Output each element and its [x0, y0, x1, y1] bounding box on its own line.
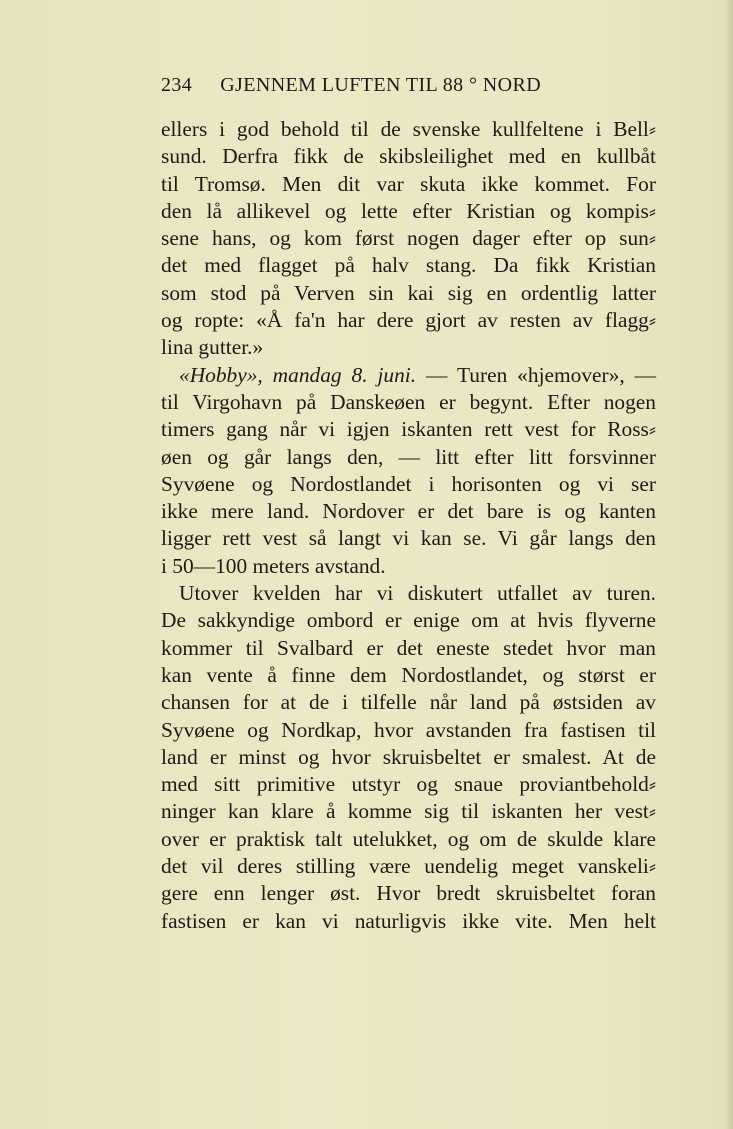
running-header	[161, 74, 656, 97]
text-line: og ropte: «Å fa'n har dere gjort av resten av flagg⸗	[161, 308, 656, 333]
text-line: som stod på Verven sin kai sig en ordentlig latter	[161, 280, 656, 305]
text-line: det vil deres stilling være uendelig meget vanskeli⸗	[161, 854, 656, 879]
page-number: 234	[161, 74, 193, 96]
page-edge-shadow	[725, 0, 733, 1129]
text-line: over er praktisk talt utelukket, og om de skulde klare	[161, 826, 656, 851]
text-line: til Tromsø. Men dit var skuta ikke kommet. For	[161, 171, 656, 196]
text-line: fastisen er kan vi naturligvis ikke vite. Men helt	[161, 908, 656, 933]
text-line: kan vente å finne dem Nordostlandet, og størst er	[161, 662, 656, 687]
text-line: sund. Derfra fikk de skibsleilighet med en kullbåt	[161, 144, 656, 169]
text-line: øen og går langs den, — litt efter litt forsvinner	[161, 444, 656, 469]
text-line: Syvøene og Nordostlandet i horisonten og vi ser	[161, 471, 656, 496]
text-line: ligger rett vest så langt vi kan se. Vi går langs den	[161, 526, 656, 551]
text-line: chansen for at de i tilfelle når land på østsiden av	[161, 690, 656, 715]
text-line: til Virgohavn på Danskeøen er begynt. Efter nogen	[161, 389, 656, 414]
text-line: Syvøene og Nordkap, hvor avstanden fra fastisen til	[161, 717, 656, 742]
text-line: lina gutter.»	[161, 335, 264, 360]
text-line-rest: — Turen «hjemover», —	[416, 362, 657, 387]
text-line: ninger kan klare å komme sig til iskanten her vest⸗	[161, 799, 656, 824]
body-text	[161, 116, 656, 935]
text-line: ellers i god behold til de svenske kullfeltene i Bell⸗	[161, 117, 656, 141]
text-line: Utover kvelden har vi diskutert utfallet av turen.	[179, 581, 656, 606]
text-line: med sitt primitive utstyr og snaue proviantbehold⸗	[161, 772, 656, 797]
text-line: den lå allikevel og lette efter Kristian og kompis⸗	[161, 198, 656, 223]
text-line: ikke mere land. Nordover er det bare is og kanten	[161, 499, 656, 524]
text-line: sene hans, og kom først nogen dager efter op sun⸗	[161, 226, 656, 251]
text-line: det med flagget på halv stang. Da fikk Kristian	[161, 253, 656, 278]
text-line: kommer til Svalbard er det eneste stedet hvor man	[161, 635, 656, 660]
running-title: GJENNEM LUFTEN TIL 88 ° NORD	[220, 74, 542, 96]
text-line: land er minst og hvor skruisbeltet er smalest. At de	[161, 744, 656, 769]
diary-entry-heading: «Hobby», mandag 8. juni.	[179, 362, 417, 387]
text-line: i 50—100 meters avstand.	[161, 553, 386, 578]
text-line: timers gang når vi igjen iskanten rett vest for Ross⸗	[161, 417, 656, 442]
text-line: De sakkyndige ombord er enige om at hvis flyverne	[161, 608, 656, 633]
text-line	[161, 362, 656, 389]
text-line: gere enn lenger øst. Hvor bredt skruisbeltet foran	[161, 881, 656, 906]
